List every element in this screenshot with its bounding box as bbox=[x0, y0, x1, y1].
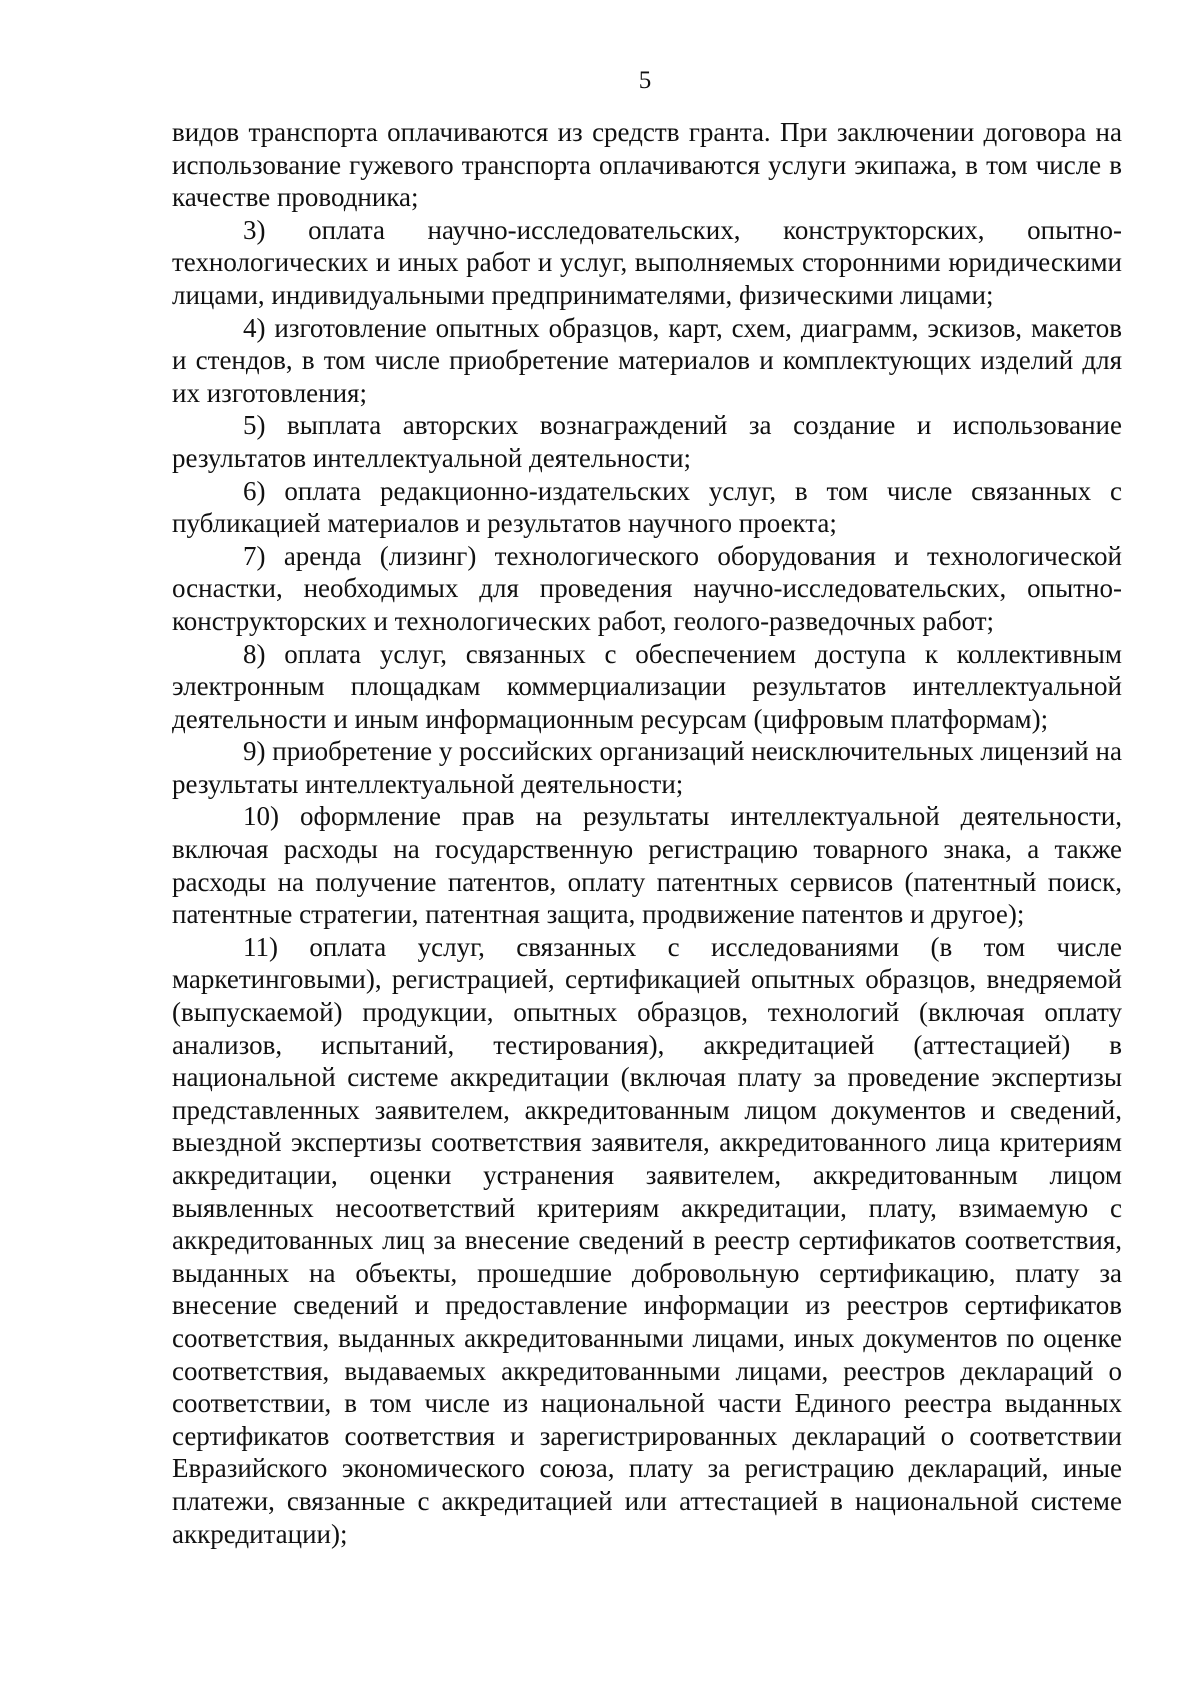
list-item-11: 11) оплата услуг, связанных с исследованиями (в том числе маркетинговыми), регистрацией, сертификацией опытных образцов, внедряемой (выпускаемой) продукции, опытных образцов, технологий (включая оплату анализов, испытаний, тестирования), аккредитацией (аттестацией) в национальной системе аккредитации (включая плату за проведение экспертизы представленных заявителем, аккредитованным лицом документов и сведений, выездной экспертизы соответствия заявителя, аккредитованного лица критериям аккредитации, оценки устранения заявителем, аккредитованным лицом выявленных несоответствий критериям аккредитации, плату, взимаемую с аккредитованных лиц за внесение сведений в реестр сертификатов соответствия, выданных на объекты, прошедшие добровольную сертификацию, плату за внесение сведений и предоставление информации из реестров сертификатов соответствия, выданных аккредитованными лицами, иных документов по оценке соответствия, выдаваемых аккредитованными лицами, реестров деклараций о соответствии, в том числе из национальной части Единого реестра выданных сертификатов соответствия и зарегистрированных деклараций о соответствии Евразийского экономического союза, плату за регистрацию деклараций, иные платежи, связанные с аккредитацией или аттестацией в национальной системе аккредитации); bbox=[172, 931, 1122, 1549]
list-item-4: 4) изготовление опытных образцов, карт, схем, диаграмм, эскизов, макетов и стендов, в том числе приобретение материалов и комплектующих изделий для их изготовления; bbox=[172, 312, 1122, 408]
list-item-3: 3) оплата научно-исследовательских, конструкторских, опытно-технологических и иных работ и услуг, выполняемых сторонними юридическими лицами, индивидуальными предпринимателями, физическими лицами; bbox=[172, 214, 1122, 310]
list-item-8: 8) оплата услуг, связанных с обеспечением доступа к коллективным электронным площадкам коммерциализации результатов интеллектуальной деятельности и иным информационным ресурсам (цифровым платформам); bbox=[172, 638, 1122, 734]
list-item-9: 9) приобретение у российских организаций неисключительных лицензий на результаты интеллектуальной деятельности; bbox=[172, 736, 1122, 799]
document-body bbox=[172, 116, 1122, 1550]
list-item-6: 6) оплата редакционно-издательских услуг, в том числе связанных с публикацией материалов и результатов научного проекта; bbox=[172, 475, 1122, 539]
list-item-10: 10) оформление прав на результаты интеллектуальной деятельности, включая расходы на государственную регистрацию товарного знака, а также расходы на получение патентов, оплату патентных сервисов (патентный поиск, патентные стратегии, патентная защита, продвижение патентов и другое); bbox=[172, 801, 1122, 930]
list-item-7: 7) аренда (лизинг) технологического оборудования и технологической оснастки, необходимых для проведения научно-исследовательских, опытно-конструкторских и технологических работ, геолого-разведочных работ; bbox=[172, 540, 1122, 636]
list-item-5: 5) выплата авторских вознаграждений за создание и использование результатов интеллектуальной деятельности; bbox=[172, 410, 1122, 473]
page-number: 5 bbox=[638, 67, 652, 94]
paragraph-continuation: видов транспорта оплачиваются из средств гранта. При заключении договора на использование гужевого транспорта оплачиваются услуги экипажа, в том числе в качестве проводника; bbox=[172, 117, 1122, 213]
